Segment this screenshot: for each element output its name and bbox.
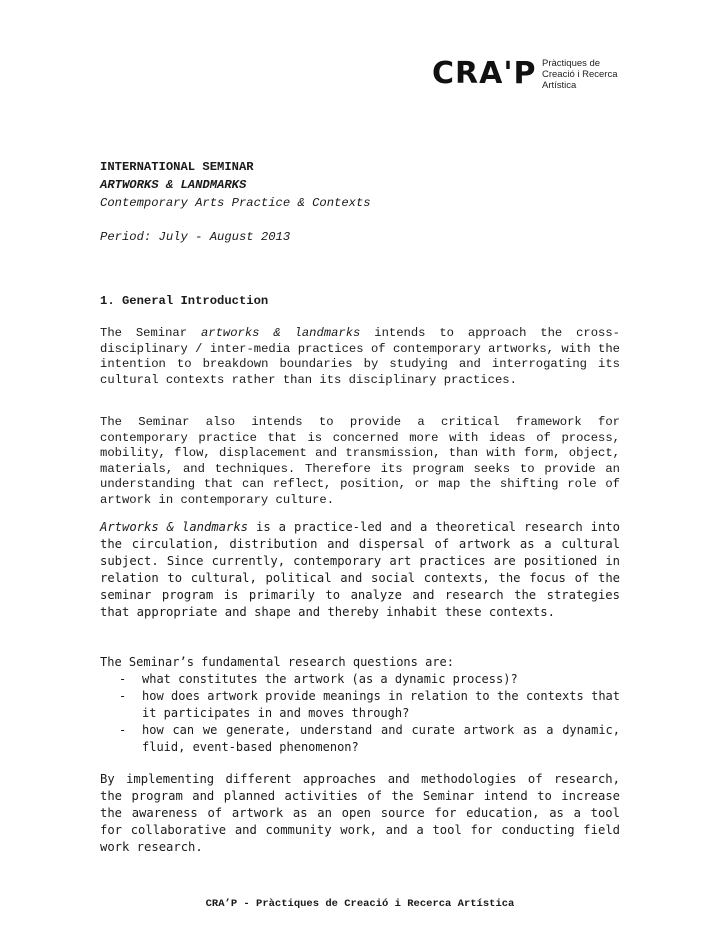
list-item-text: how can we generate, understand and curate artwork as a dynamic, fluid, event-based phenomenon? (142, 723, 620, 754)
list-item-text: what constitutes the artwork (as a dynamic process)? (142, 672, 518, 686)
list-item: - how does artwork provide meanings in relation to the contexts that it participates in and moves through? (119, 689, 620, 720)
list-item: - what constitutes the artwork (as a dynamic process)? (119, 672, 518, 686)
page-footer: CRA’P - Pràctiques de Creació i Recerca Artística (205, 898, 515, 910)
brand-sub-line: Pràctiques de (542, 58, 601, 69)
paragraph-text: is a practice-led and a theoretical research into the circulation, distribution and dispersal of artwork as a cultural subject. Since currently, contemporary art practices are positioned in relation to cultural, political and social contexts, the focus of the seminar program is primarily to analyze and research the strategies that appropriate and shape and thereby inhabit these contexts. (100, 520, 621, 619)
seminar-subtitle: Contemporary Arts Practice & Contexts (100, 196, 371, 210)
paragraph-framework: The Seminar also intends to provide a critical framework for contemporary practice that is concerned more with ideas of process, mobility, flow, displacement and transmission, than with form, object, materials, and techniques. Therefore its program seeks to provide an understanding that can reflect, position, or map the shifting role of artwork in contemporary culture. (100, 415, 620, 507)
paragraph-approaches: By implementing different approaches and methodologies of research, the program and planned activities of the Seminar intend to increase the awareness of artwork as an open source for education, as a tool for collaborative and community work, and a tool for conducting field work research. (100, 772, 620, 854)
seminar-period: Period: July - August 2013 (100, 230, 291, 244)
paragraph-text: The Seminar (100, 326, 201, 340)
document-header (100, 158, 620, 246)
seminar-title: ARTWORKS & LANDMARKS (100, 178, 247, 192)
brand-logo (432, 56, 632, 96)
brand-subtitle (542, 58, 618, 91)
list-item: - how can we generate, understand and curate artwork as a dynamic, fluid, event-based phenomenon? (119, 723, 620, 754)
paragraph-intro (100, 326, 620, 388)
brand-sub-line: Creació i Recerca (542, 69, 618, 80)
brand-mark: CRA'P (432, 56, 537, 91)
list-item-text: how does artwork provide meanings in relation to the contexts that it participates in and moves through? (142, 689, 620, 720)
paragraph-research (100, 519, 620, 621)
section-heading: 1. General Introduction (100, 294, 269, 308)
paragraph-emphasis: artworks & landmarks (200, 326, 361, 340)
paragraph-emphasis: Artworks & landmarks (100, 520, 249, 534)
brand-sub-line: Artística (542, 80, 577, 91)
paragraph-text: intends to approach the cross-disciplinary / inter-media practices of contemporary artworks, with the intention to breakdown boundaries by studying and interrogating its cultural contexts rather than its disciplinary practices. (100, 326, 620, 387)
questions-intro: The Seminar’s fundamental research questions are: (100, 655, 455, 669)
questions-block (100, 654, 620, 756)
seminar-label: INTERNATIONAL SEMINAR (100, 160, 254, 174)
